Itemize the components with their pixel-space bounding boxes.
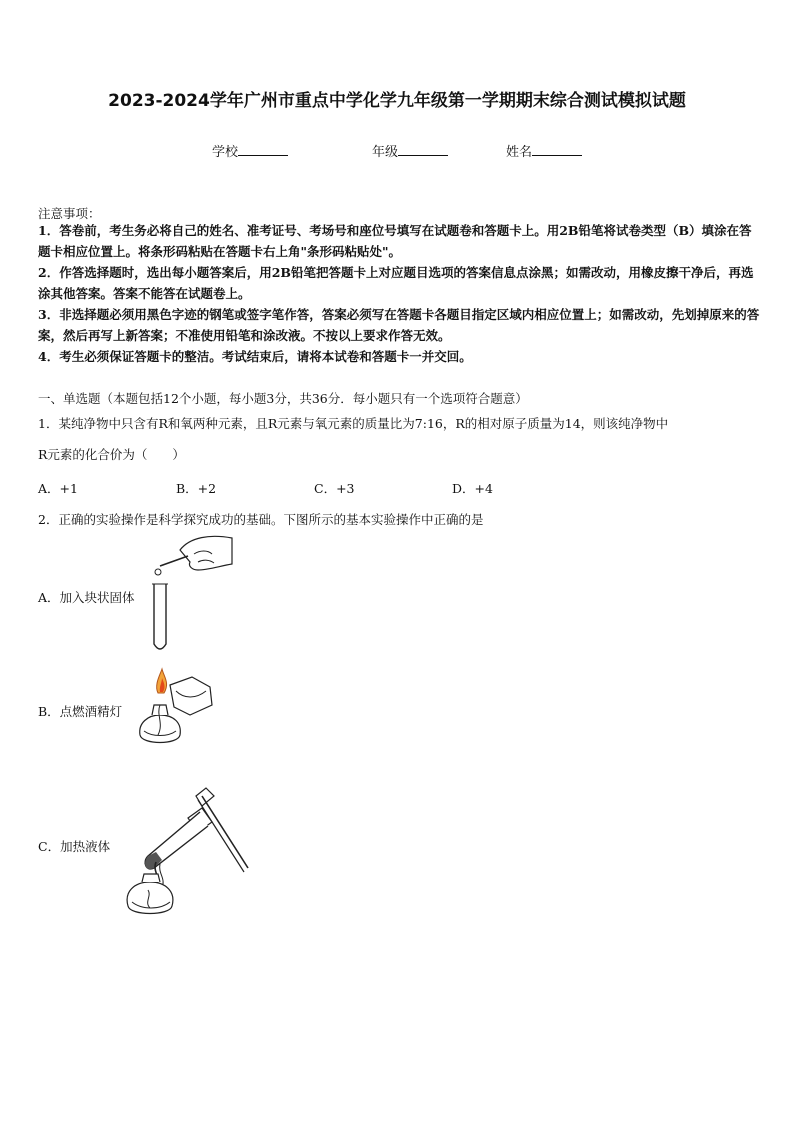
question-1-option-c: C．+3 [314, 481, 355, 496]
grade-label: 年级 [372, 145, 399, 160]
question-2-option-c: C．加热液体 [38, 839, 111, 854]
question-1-option-a: A．+1 [38, 481, 78, 496]
question-1-option-d: D．+4 [452, 481, 493, 496]
section-heading: 一、单选题（本题包括12个小题，每小题3分，共36分．每小题只有一个选项符合题意） [38, 391, 528, 406]
heating-liquid-figure [118, 782, 250, 922]
note-item-3: 3．非选择题必须用黑色字迹的钢笔或签字笔作答，答案必须写在答题卡各题目指定区域内相应位置上；如需改动，先划掉原来的答案，然后再写上新答案；不准使用铅笔和涂改液。不按以上要求作答无效。 [38, 307, 760, 343]
grade-blank [398, 143, 448, 156]
school-field [212, 141, 288, 160]
grade-field [372, 141, 448, 160]
question-2-option-a: A．加入块状固体 [38, 590, 135, 605]
name-label: 姓名 [506, 145, 533, 160]
question-2-stem: 2．正确的实验操作是科学探究成功的基础。下图所示的基本实验操作中正确的是 [38, 512, 484, 527]
alcohol-lamp-lighting-figure [130, 665, 220, 755]
note-item-2: 2．作答选择题时，选出每小题答案后，用2B铅笔把答题卡上对应题目选项的答案信息点涂黑；如需改动，用橡皮擦干净后，再选涂其他答案。答案不能答在试题卷上。 [38, 265, 754, 301]
school-label: 学校 [212, 145, 239, 160]
question-1-option-b: B．+2 [176, 481, 217, 496]
name-blank [532, 143, 582, 156]
notes-heading: 注意事项： [38, 206, 101, 221]
note-item-1: 1．答卷前，考生务必将自己的姓名、准考证号、考场号和座位号填写在试题卷和答题卡上。用2B铅笔将试卷类型（B）填涂在答题卡相应位置上。将条形码粘贴在答题卡右上角"条形码粘贴处"。 [38, 223, 752, 259]
question-2-option-b: B．点燃酒精灯 [38, 704, 123, 719]
note-item-4: 4．考生必须保证答题卡的整洁。考试结束后，请将本试卷和答题卡一并交回。 [38, 349, 472, 364]
school-blank [238, 143, 288, 156]
name-field [506, 141, 582, 160]
question-1-stem-line-1: 1．某纯净物中只含有R和氧两种元素，且R元素与氧元素的质量比为7:16，R的相对原子质量为14，则该纯净物中 [38, 416, 669, 431]
add-solid-to-test-tube-figure [150, 532, 240, 657]
question-1-stem-line-2: R元素的化合价为（ ） [38, 447, 185, 462]
page-title: 2023-2024学年广州市重点中学化学九年级第一学期期末综合测试模拟试题 [108, 91, 686, 111]
